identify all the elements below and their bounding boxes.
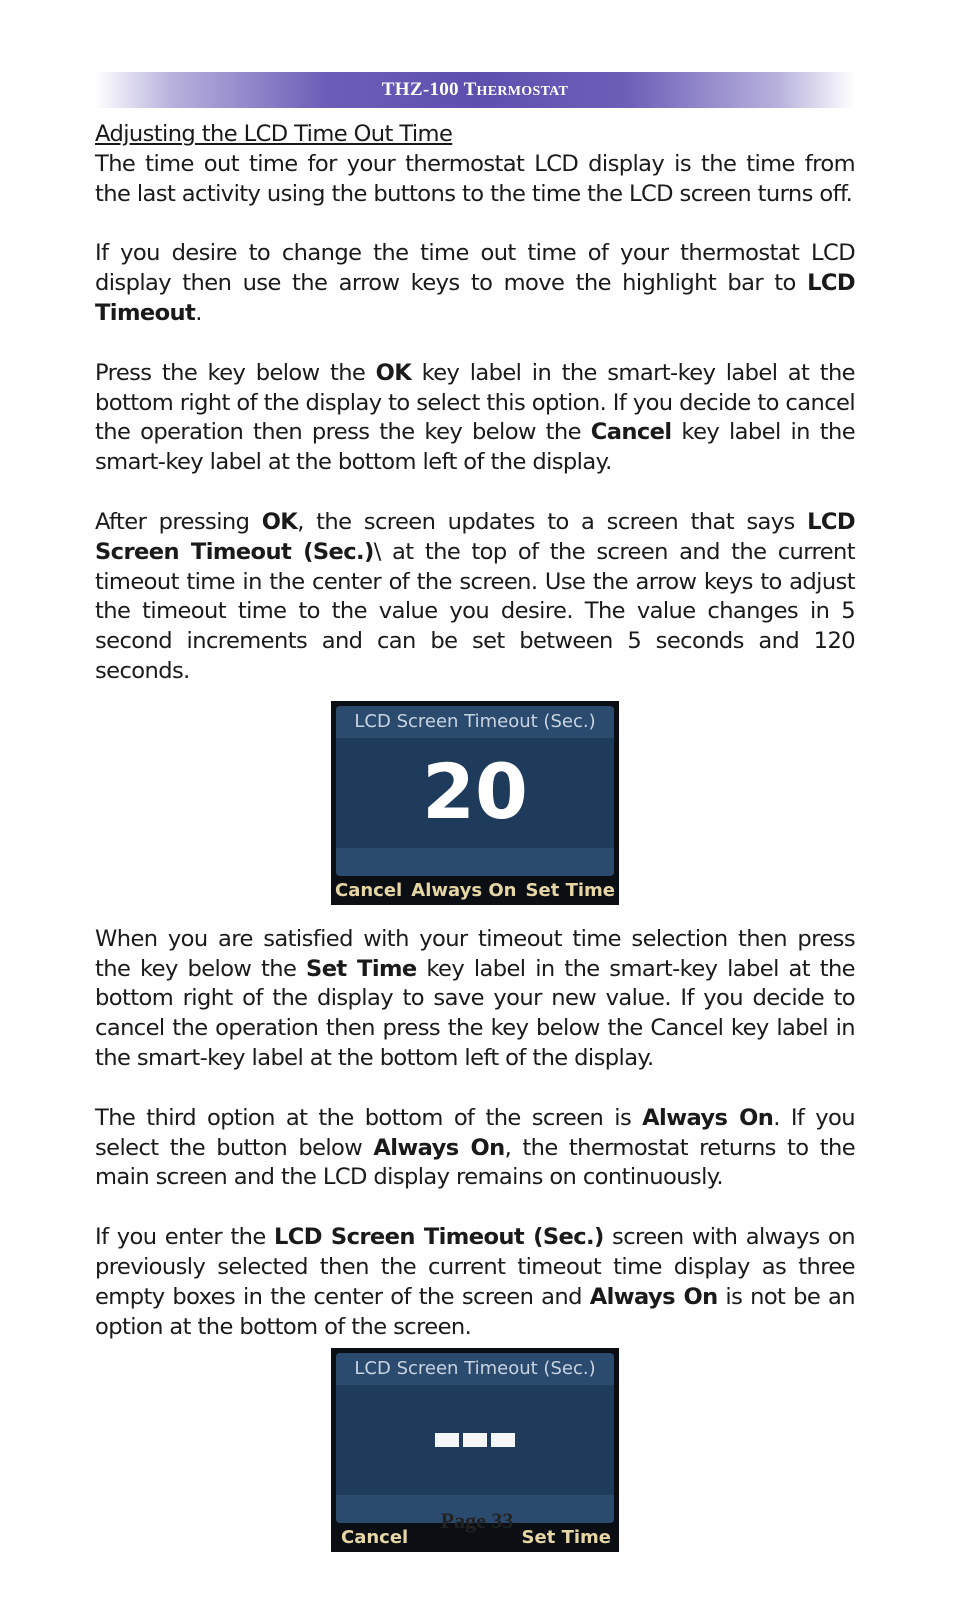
lcd-timeout-value: 20 [422,746,528,836]
paragraph-3 [95,359,855,478]
p6-bold-always-on: Always On [642,1104,774,1131]
lcd-title: LCD Screen Timeout (Sec.) [336,1353,614,1385]
p7-bold-always-on: Always On [589,1283,718,1310]
smart-key-cancel[interactable]: Cancel [341,1527,409,1549]
p6-bold-always-on-2: Always On [373,1134,505,1161]
lcd-panel-bottom-strip [336,848,614,876]
p6-text-e: , the thermostat returns to the main screen and the LCD display remains on continuously. [95,1134,855,1191]
p4-text-a: After pressing [95,508,262,535]
p7-bold-screen-title: LCD Screen Timeout (Sec.) [273,1224,604,1251]
smart-key-always-on[interactable]: Always On [411,879,517,901]
paragraph-7 [95,1223,855,1342]
p2-text-c: . [195,299,202,326]
smart-key-set-time[interactable]: Set Time [525,879,615,901]
lcd-panel [336,706,614,876]
empty-box [463,1433,487,1447]
p3-text-c: key label in the smart-key label at the bottom right of the display to select this option. If you decide to cancel the operation then press the key below the [95,359,855,446]
lcd-smart-key-labels [331,879,619,903]
paragraph-5 [95,925,855,1074]
smart-key-cancel[interactable]: Cancel [335,879,403,901]
lcd-panel [336,1353,614,1523]
p3-text-a: Press the key below the [95,359,376,386]
p5-text-c: key label in the smart-key label at the bottom right of the display to save your new value. If you decide to cancel the operation then press the key below the Cancel key label in the smart-key label at the bottom left of the display. [95,955,855,1071]
empty-box [435,1433,459,1447]
section-heading: Adjusting the LCD Time Out Time [95,121,453,147]
p2-bold-lcd-timeout: LCD Timeout [95,270,855,326]
lcd-screen-timeout-value [331,701,619,905]
p4-text-e: \ at the top of the screen and the current timeout time in the center of the screen. Use the arrow keys to adjust the timeout time to the value you desire. The value changes in 5 second increments and can be set between 5 seconds and 120 seconds. [95,538,856,684]
empty-box [491,1433,515,1447]
paragraph-2 [95,239,855,328]
paragraph-6 [95,1104,855,1193]
paragraph-1: The time out time for your thermostat LCD display is the time from the last activity using the buttons to the time the LCD screen turns off. [95,150,855,207]
p7-text-a: If you enter the [95,1224,274,1251]
page-number: Page 33 [440,1508,514,1533]
page-header-bar [95,72,855,108]
p6-text-a: The third option at the bottom of the screen is [95,1104,643,1131]
p4-text-c: , the screen updates to a screen that says [297,508,808,535]
header-title-main: THZ-100 [381,79,464,100]
p2-text-a: If you desire to change the time out time of your thermostat LCD display then use the arrow keys to move the highlight bar to [95,240,855,297]
p4-bold-ok: OK [261,508,298,535]
lcd-title: LCD Screen Timeout (Sec.) [336,706,614,738]
header-title [382,79,568,101]
header-title-small-caps: HERMOSTAT [476,84,569,99]
p5-text-a: When you are satisfied with your timeout time selection then press the key below the [95,925,855,982]
p5-bold-set-time: Set Time [306,955,417,982]
page-content [95,120,855,1572]
lcd-figure-1 [95,701,855,905]
p3-bold-cancel: Cancel [590,419,672,446]
smart-key-set-time[interactable]: Set Time [521,1527,611,1549]
p7-text-e: is not be an option at the bottom of the screen. [95,1283,856,1340]
header-title-first-letter: T [463,79,477,100]
p4-bold-screen-title: LCD Screen Timeout (Sec.) [95,508,856,565]
p7-text-c: screen with always on previously selected then the current timeout time display as three empty boxes in the center of the screen and [95,1224,855,1310]
paragraph-4 [95,508,855,687]
p6-text-c: . If you select the button below [95,1104,855,1161]
lcd-empty-boxes [336,1433,614,1447]
p3-text-e: key label in the smart-key label at the bottom left of the display. [95,419,855,476]
p3-bold-ok: OK [375,359,412,386]
